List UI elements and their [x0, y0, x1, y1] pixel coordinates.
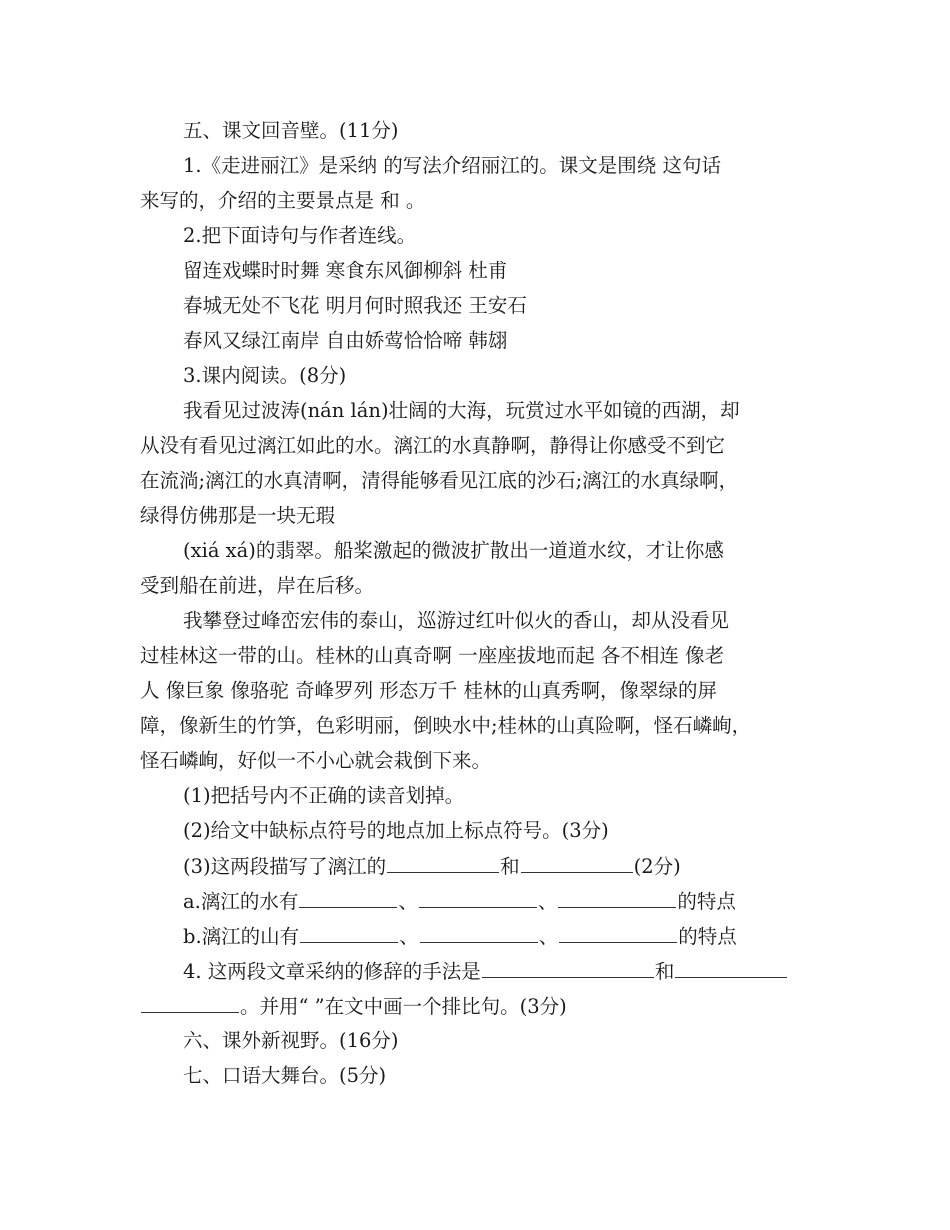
answer-blank[interactable]: [521, 852, 633, 873]
feature-suffix: 的特点: [677, 890, 736, 913]
q1-text-line-1: 1.《走进丽江》是采纳 的写法介绍丽江的。课文是围绕 这句话: [183, 154, 722, 177]
water-features-text: a.漓江的水有: [183, 890, 299, 913]
q3-sub-1: (1)把括号内不正确的读音划掉。: [183, 784, 465, 807]
q4-line-2: [140, 992, 820, 1021]
answer-blank[interactable]: [420, 922, 538, 943]
passage-1-line-1: 我看见过波涛(nán lán)壮阔的大海，玩赏过水平如镜的西湖，却: [183, 399, 740, 422]
answer-blank[interactable]: [419, 887, 537, 908]
q2-heading: 2.把下面诗句与作者连线。: [183, 224, 417, 247]
passage-1-line-6: 受到船在前进，岸在后移。: [140, 574, 375, 597]
passage-1-line-3: 在流淌;漓江的水真清啊，清得能够看见江底的沙石;漓江的水真绿啊，: [140, 469, 739, 492]
mountain-features-line: [183, 922, 823, 951]
answer-blank[interactable]: [482, 957, 654, 978]
separator: 、: [398, 890, 418, 913]
passage-2-line-2: 过桂林这一带的山。桂林的山真奇啊 一座座拔地而起 各不相连 像老: [140, 644, 725, 667]
passage-1-line-5: (xiá xá)的翡翠。船桨激起的微波扩散出一道道水纹，才让你感: [183, 539, 724, 562]
q4-line-1: [183, 957, 823, 986]
q3-sub-2: (2)给文中缺标点符号的地点加上标点符号。(3分): [183, 819, 609, 842]
answer-blank[interactable]: [141, 992, 239, 1013]
answer-blank[interactable]: [675, 957, 787, 978]
poem-row-2: 春城无处不飞花 明月何时照我还 王安石: [183, 294, 527, 317]
answer-blank[interactable]: [387, 852, 499, 873]
mountain-features-text: b.漓江的山有: [183, 925, 300, 948]
passage-1-line-2: 从没有看见过漓江如此的水。漓江的水真静啊，静得让你感受不到它: [140, 434, 726, 457]
answer-blank[interactable]: [558, 887, 676, 908]
feature-suffix: 的特点: [678, 925, 737, 948]
separator: 、: [537, 890, 558, 913]
poem-row-3: 春风又绿江南岸 自由娇莺恰恰啼 韩翃: [183, 329, 508, 352]
and-label: 和: [500, 855, 520, 878]
q1-text-line-2: 来写的，介绍的主要景点是 和 。: [140, 189, 426, 212]
q4-text: 4. 这两段文章采纳的修辞的手法是: [183, 960, 481, 983]
passage-2-line-4: 障，像新生的竹笋，色彩明丽，倒映水中;桂林的山真险啊，怪石嶙峋，: [140, 714, 752, 737]
section-six-heading: 六、课外新视野。(16分): [183, 1029, 399, 1052]
separator: 、: [399, 925, 419, 948]
q3-sub-3-text: (3)这两段描写了漓江的: [183, 855, 387, 878]
poem-row-1: 留连戏蝶时时舞 寒食东风御柳斜 杜甫: [183, 259, 508, 282]
answer-blank[interactable]: [559, 922, 677, 943]
q3-heading: 3.课内阅读。(8分): [183, 364, 347, 387]
score-label: (2分): [633, 855, 681, 878]
section-seven-heading: 七、口语大舞台。(5分): [183, 1064, 387, 1087]
water-features-line: [183, 887, 823, 916]
and-label: 和: [654, 960, 675, 983]
q3-sub-3: [183, 852, 823, 881]
answer-blank[interactable]: [299, 887, 397, 908]
passage-2-line-1: 我攀登过峰峦宏伟的泰山，巡游过红叶似火的香山，却从没看见: [183, 609, 730, 632]
passage-2-line-5: 怪石嶙峋，好似一不小心就会栽倒下来。: [140, 749, 492, 772]
passage-2-line-3: 人 像巨象 像骆驼 奇峰罗列 形态万千 桂林的山真秀啊，像翠绿的屏: [140, 679, 717, 702]
passage-1-line-4: 绿得仿佛那是一块无瑕: [140, 504, 336, 527]
section-five-heading: 五、课文回音壁。(11分): [183, 119, 399, 142]
separator: 、: [538, 925, 559, 948]
q4-line-2-text: 。并用“ ”在文中画一个排比句。(3分): [240, 995, 567, 1018]
answer-blank[interactable]: [300, 922, 398, 943]
